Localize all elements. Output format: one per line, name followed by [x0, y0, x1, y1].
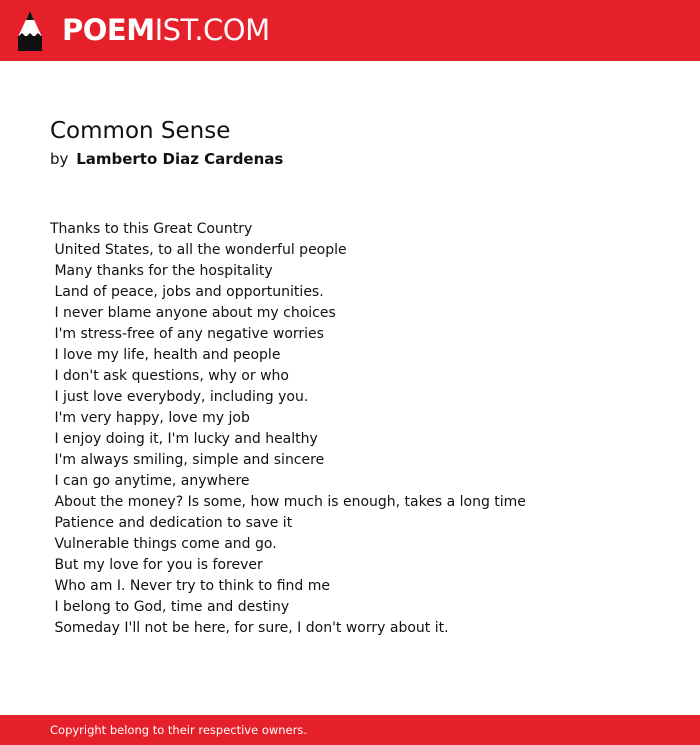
site-footer: [0, 715, 700, 745]
poem-line: Who am I. Never try to think to find me: [50, 578, 331, 594]
poem-line: I'm stress-free of any negative worries: [50, 326, 324, 342]
poem-line: Vulnerable things come and go.: [50, 536, 277, 552]
poem-line: I'm very happy, love my job: [50, 410, 250, 426]
poem-line: I can go anytime, anywhere: [50, 473, 250, 489]
poem-line: I'm always smiling, simple and sincere: [50, 452, 325, 468]
poem-line: I belong to God, time and destiny: [50, 599, 290, 615]
poem-line: Many thanks for the hospitality: [50, 263, 273, 279]
poem-line: But my love for you is forever: [50, 557, 263, 573]
poem-line: About the money? Is some, how much is enough, takes a long time: [50, 494, 526, 510]
byline: [50, 148, 283, 170]
poem-line: Thanks to this Great Country: [50, 221, 253, 237]
logo-bold-text: POEM: [62, 13, 155, 47]
poem-body: [50, 219, 526, 639]
by-label: by: [50, 150, 69, 168]
pencil-icon[interactable]: [16, 9, 44, 53]
poem-title: Common Sense: [50, 118, 231, 144]
poem-line: Patience and dedication to save it: [50, 515, 293, 531]
poem-line: I enjoy doing it, I'm lucky and healthy: [50, 431, 318, 447]
poem-line: Land of peace, jobs and opportunities.: [50, 284, 324, 300]
poem-line: I just love everybody, including you.: [50, 389, 309, 405]
author-name: Lamberto Diaz Cardenas: [76, 150, 284, 168]
logo-light-text: IST.COM: [154, 13, 270, 47]
site-logo[interactable]: [62, 12, 270, 48]
site-header: [0, 0, 700, 61]
poem-line: I don't ask questions, why or who: [50, 368, 289, 384]
poem-line: United States, to all the wonderful people: [50, 242, 347, 258]
poem-line: I never blame anyone about my choices: [50, 305, 336, 321]
copyright-text: Copyright belong to their respective owners.: [50, 723, 308, 737]
poem-line: I love my life, health and people: [50, 347, 281, 363]
poem-line: Someday I'll not be here, for sure, I don't worry about it.: [50, 620, 449, 636]
